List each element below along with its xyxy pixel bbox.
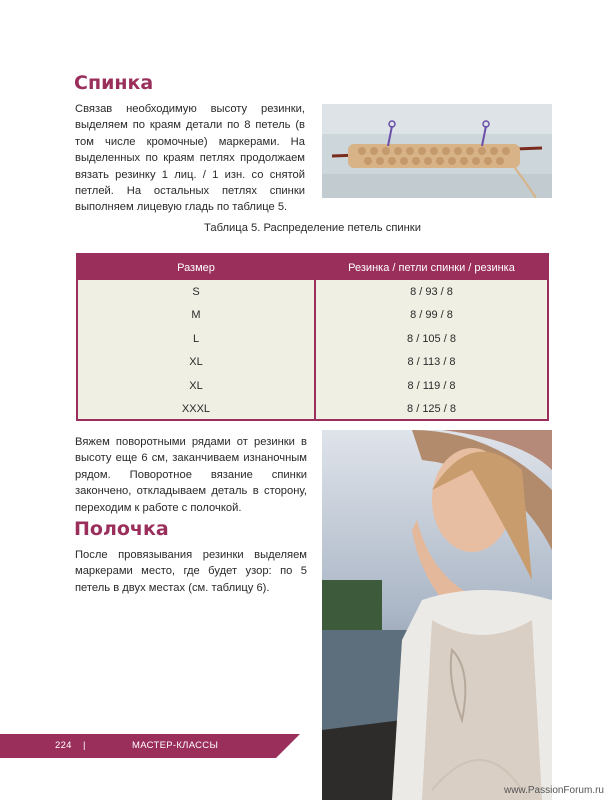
page-number: 224 xyxy=(55,740,72,751)
stitch-distribution-table xyxy=(76,253,549,421)
table-row xyxy=(78,280,547,304)
cell-size: M xyxy=(191,309,201,322)
front-instructions: После провязывания резинки выделяем маркерами место, где будет узор: по 5 петель в двух местах (см. таблицу 6). xyxy=(75,549,307,594)
header-distribution: Резинка / петли спинки / резинка xyxy=(314,255,547,280)
cell-distribution: 8 / 125 / 8 xyxy=(314,398,547,422)
back-continuation-text: Вяжем поворотными рядами от резинки в высоту еще 6 см, заканчиваем изнаночным рядом. Поворотное вязание спинки закончено, откладываем деталь в сторону, переходим к работе с полочкой. xyxy=(75,436,307,514)
cell-size: XL xyxy=(189,356,203,369)
model-photo xyxy=(322,430,552,800)
table-row xyxy=(78,398,547,422)
cell-size: S xyxy=(192,285,200,298)
footer-separator: | xyxy=(83,740,86,751)
cell-distribution: 8 / 99 / 8 xyxy=(314,304,547,328)
table-row xyxy=(78,374,547,398)
knitting-needles-photo xyxy=(322,104,552,198)
cell-distribution: 8 / 119 / 8 xyxy=(314,374,547,398)
back-instructions: Связав необходимую высоту резинки, выделяем по краям детали по 8 петель (в том числе кромочные) маркерами. На выделенных по краям петлях продолжаем вязать резинку 1 лиц. / 1 изн. со снятой петлей. На остальных петлях спинки выполняем лицевую гладь по таблице 5. xyxy=(75,103,305,214)
table-row xyxy=(78,351,547,375)
cell-size: XXXL xyxy=(181,403,211,416)
cell-distribution: 8 / 113 / 8 xyxy=(314,351,547,375)
section-heading-front: Полочка xyxy=(74,518,169,540)
footer-section-label: МАСТЕР-КЛАССЫ xyxy=(132,740,219,751)
cell-size: XL xyxy=(189,379,203,392)
section-heading-back: Спинка xyxy=(74,72,154,94)
cell-size: L xyxy=(192,332,200,345)
table-row xyxy=(78,327,547,351)
cell-distribution: 8 / 93 / 8 xyxy=(314,280,547,304)
header-size: Размер xyxy=(177,261,215,274)
table-caption: Таблица 5. Распределение петель спинки xyxy=(204,222,421,234)
site-watermark: www.PassionForum.ru xyxy=(503,785,604,796)
table-row xyxy=(78,304,547,328)
table-header xyxy=(78,255,547,280)
cell-distribution: 8 / 105 / 8 xyxy=(314,327,547,351)
